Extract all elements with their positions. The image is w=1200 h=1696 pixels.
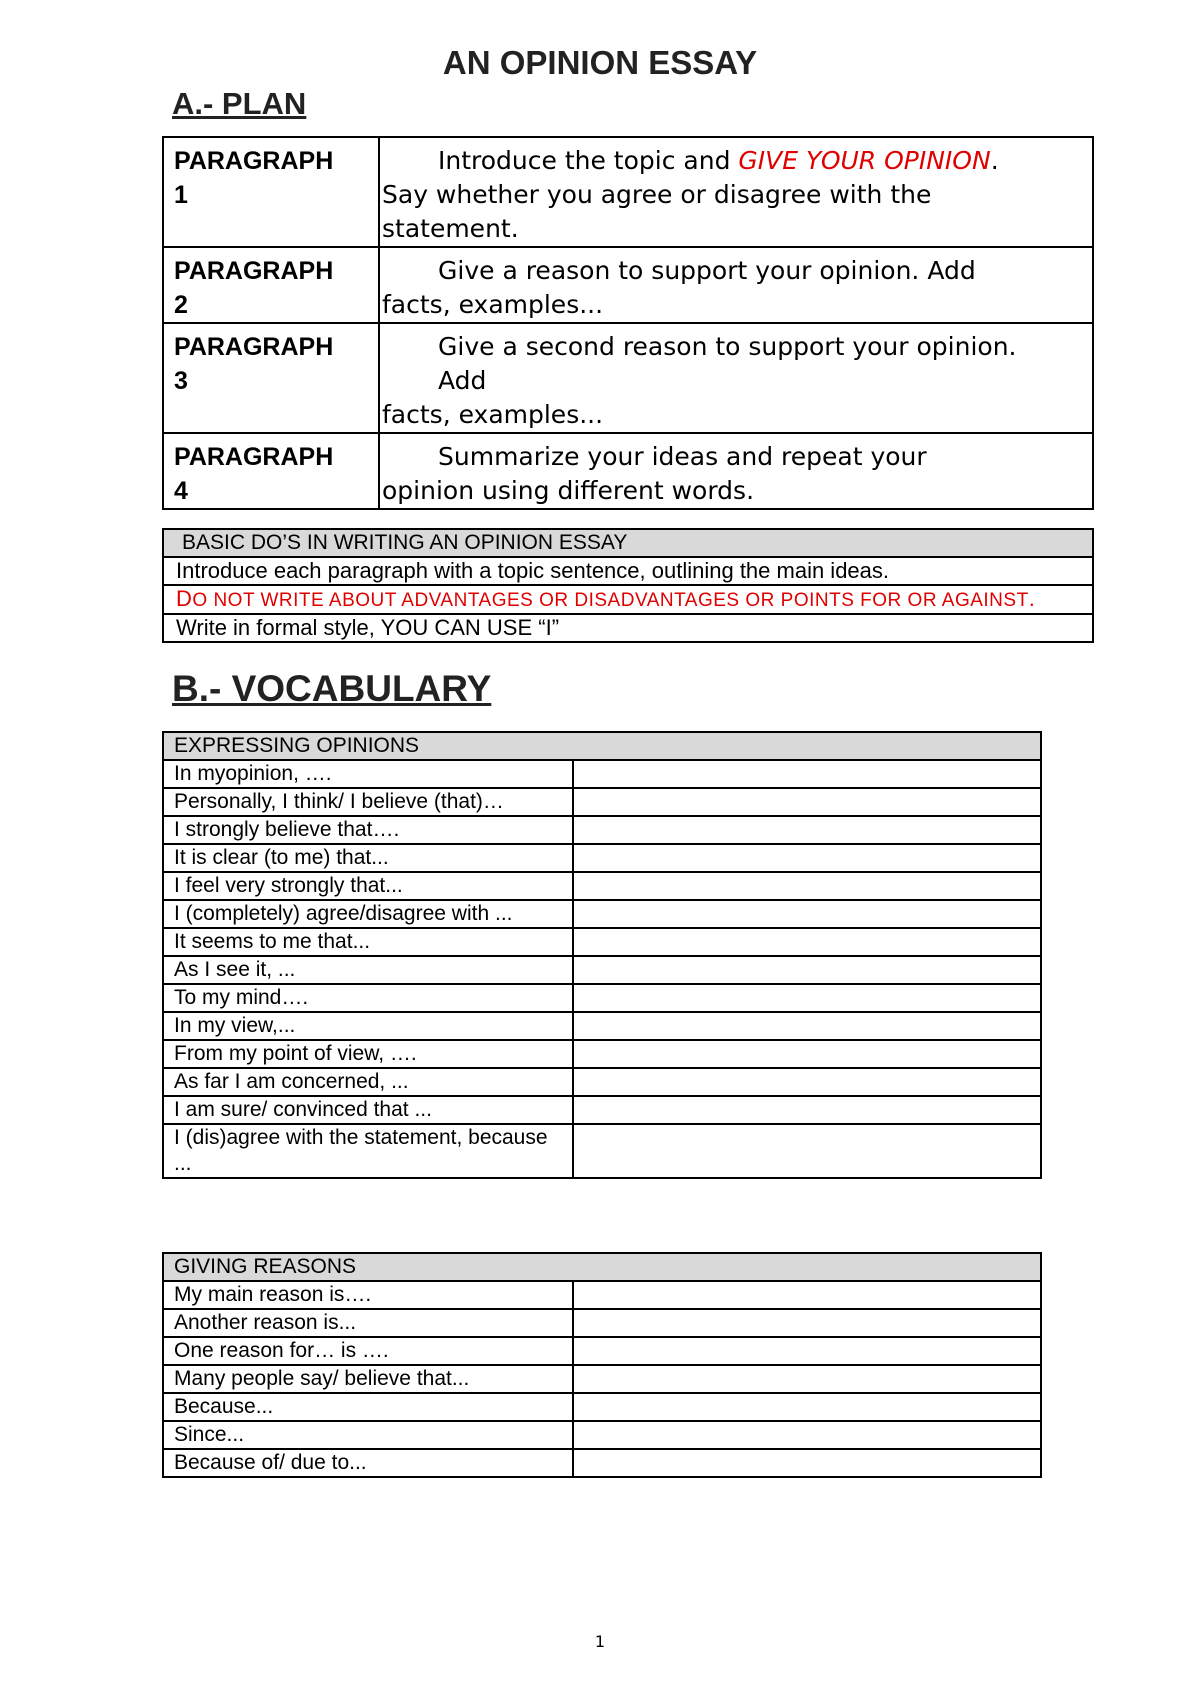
table-row	[163, 760, 1041, 788]
phrase-cell: I feel very strongly that...	[163, 872, 573, 900]
phrase-cell: It is clear (to me) that...	[163, 844, 573, 872]
document-title: AN OPINION ESSAY	[442, 44, 758, 81]
table-row	[163, 1281, 1041, 1309]
plan-label: PARAGRAPH 2	[163, 247, 379, 323]
blank-cell	[573, 760, 1041, 788]
blank-cell	[573, 1096, 1041, 1124]
table-row	[163, 1449, 1041, 1477]
blank-cell	[573, 1449, 1041, 1477]
phrase-cell: It seems to me that...	[163, 928, 573, 956]
basic-dos-row: Write in formal style, YOU CAN USE “I”	[163, 614, 1093, 642]
phrase-cell: In my view,...	[163, 1012, 573, 1040]
blank-cell	[573, 1068, 1041, 1096]
section-a-heading: A.- PLAN	[172, 86, 307, 121]
table-row	[163, 1393, 1041, 1421]
table-row	[163, 1309, 1041, 1337]
plan-description: Summarize your ideas and repeat your opinion using different words.	[379, 433, 1093, 509]
basic-dos-table	[162, 528, 1094, 643]
plan-row-1	[163, 137, 1093, 247]
phrase-cell: From my point of view, ….	[163, 1040, 573, 1068]
table-row	[163, 872, 1041, 900]
plan-row-3	[163, 323, 1093, 433]
blank-cell	[573, 1365, 1041, 1393]
blank-cell	[573, 1124, 1041, 1178]
phrase-cell: In myopinion, ….	[163, 760, 573, 788]
phrase-cell: I (dis)agree with the statement, because ...	[163, 1124, 573, 1178]
phrase-cell: Since...	[163, 1421, 573, 1449]
blank-cell	[573, 872, 1041, 900]
blank-cell	[573, 984, 1041, 1012]
table-row	[163, 1096, 1041, 1124]
basic-dos-row: Introduce each paragraph with a topic sentence, outlining the main ideas.	[163, 557, 1093, 585]
table-row	[163, 900, 1041, 928]
phrase-cell: As far I am concerned, ...	[163, 1068, 573, 1096]
blank-cell	[573, 928, 1041, 956]
phrase-cell: Many people say/ believe that...	[163, 1365, 573, 1393]
giving-reasons-table	[162, 1252, 1042, 1478]
table-row	[163, 844, 1041, 872]
basic-dos-warning-row: DO NOT WRITE ABOUT ADVANTAGES OR DISADVANTAGES OR POINTS FOR OR AGAINST.	[163, 585, 1093, 614]
table-row	[163, 1421, 1041, 1449]
phrase-cell: I (completely) agree/disagree with ...	[163, 900, 573, 928]
blank-cell	[573, 1012, 1041, 1040]
phrase-cell: My main reason is….	[163, 1281, 573, 1309]
blank-cell	[573, 1309, 1041, 1337]
section-b-heading: B.- VOCABULARY	[172, 668, 492, 709]
table-row	[163, 928, 1041, 956]
giving-reasons-header: GIVING REASONS	[163, 1253, 1041, 1281]
table-row	[163, 1068, 1041, 1096]
phrase-cell: Because...	[163, 1393, 573, 1421]
blank-cell	[573, 956, 1041, 984]
phrase-cell: Another reason is...	[163, 1309, 573, 1337]
plan-table	[162, 136, 1094, 510]
blank-cell	[573, 816, 1041, 844]
blank-cell	[573, 1393, 1041, 1421]
phrase-cell: Personally, I think/ I believe (that)…	[163, 788, 573, 816]
phrase-cell: To my mind….	[163, 984, 573, 1012]
blank-cell	[573, 1337, 1041, 1365]
plan-row-2	[163, 247, 1093, 323]
expressing-opinions-header: EXPRESSING OPINIONS	[163, 732, 1041, 760]
table-row	[163, 1337, 1041, 1365]
plan-label: PARAGRAPH 3	[163, 323, 379, 433]
table-row	[163, 788, 1041, 816]
phrase-cell: Because of/ due to...	[163, 1449, 573, 1477]
table-row	[163, 1012, 1041, 1040]
plan-description: Give a reason to support your opinion. Add facts, examples...	[379, 247, 1093, 323]
phrase-cell: I am sure/ convinced that ...	[163, 1096, 573, 1124]
expressing-opinions-table	[162, 731, 1042, 1179]
page-number: 1	[594, 1632, 606, 1651]
plan-label: PARAGRAPH 4	[163, 433, 379, 509]
phrase-cell: I strongly believe that….	[163, 816, 573, 844]
blank-cell	[573, 900, 1041, 928]
table-row	[163, 1040, 1041, 1068]
blank-cell	[573, 1421, 1041, 1449]
give-opinion-highlight: GIVE YOUR OPINION	[738, 146, 991, 175]
phrase-cell: One reason for… is ….	[163, 1337, 573, 1365]
plan-description: Introduce the topic and GIVE YOUR OPINION. Say whether you agree or disagree with the statement.	[379, 137, 1093, 247]
blank-cell	[573, 788, 1041, 816]
table-row	[163, 816, 1041, 844]
blank-cell	[573, 1281, 1041, 1309]
blank-cell	[573, 1040, 1041, 1068]
table-row	[163, 1365, 1041, 1393]
phrase-cell: As I see it, ...	[163, 956, 573, 984]
table-row	[163, 984, 1041, 1012]
table-row	[163, 1124, 1041, 1178]
basic-dos-header: BASIC DO’S IN WRITING AN OPINION ESSAY	[163, 529, 1093, 557]
plan-label: PARAGRAPH 1	[163, 137, 379, 247]
plan-row-4	[163, 433, 1093, 509]
blank-cell	[573, 844, 1041, 872]
table-row	[163, 956, 1041, 984]
plan-description: Give a second reason to support your opinion. Add facts, examples...	[379, 323, 1093, 433]
